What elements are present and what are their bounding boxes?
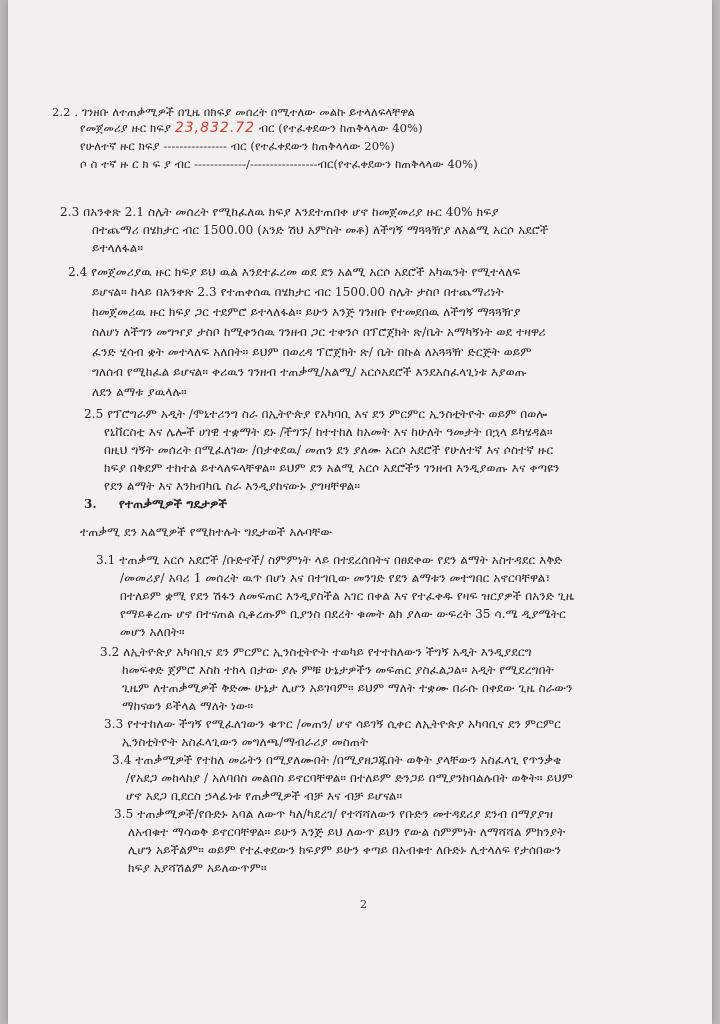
item-3-2-line: 3.2 ለኢትዮጵያ አካባቢና ደን ምርምር ኢንስቲትዮት ተወካይ የተተከለውን ችግኝ አዲት እንዲያደርግ xyxy=(100,645,532,659)
section-2-4-line: ይሆናል። ከላይ በአንቀጽ 2.3 የተጠቀሰዉ በሄክታር ብር 1500.00 ስሌት ታስቦ በተጨማሪነት xyxy=(92,285,504,299)
section-2-5-line: የኒቨርስቲ እና ሌሎች ሀገዊ ተቋማት ደኑ /ችግኙ/ ከተተከለ ከአመት እና ከሁለት ዓመታት በኋላ ይካሄዳል። xyxy=(104,425,553,439)
item-3-5-line: ክፍያ አያሻሽልም አይለውጥም። xyxy=(128,861,267,875)
third-installment-line: ሶ ስ ተኛ ዙ ር ክ ፍ ያ ብር -------------/-----------------ብር(የተፈቀደውን ከጠቅላላው 40%) xyxy=(80,157,478,171)
page-number: 2 xyxy=(360,898,367,911)
section-2-4-line: ፈንድ ሂሳብ ቋት መተላለፍ አለበት። ይህም በወረዳ ፕሮጀክት ጽ/ ቤት በኩል ለአጓጓዥ ድርጅት ወይም xyxy=(92,345,532,359)
section-2-5-line: በዚህ ግኝት መሰረት በሚፈለገው /በታቀደዉ/ መጠን ደን ያለሙ አርሶ አደሮች የሁለተኛ እና ሶስተኛ ዙር xyxy=(104,443,554,457)
item-3-1-line: የማይቆረጡ ሆኖ በተናጠል ሲቆረጡም ቢያንስ በደረት ቁመት ልክ ያለው ውፍረት 35 ሳ.ሜ ዲያሜትር xyxy=(120,607,566,621)
item-3-4-line: /የአደጋ መከላከያ / አለባበስ መልበስ ይኖርባቸዋል። በተለይም ድንጋይ በሚያንከባልሉበት ወቅት። ይህም xyxy=(126,771,574,785)
item-3-5-line: ሊሆን አይችልም። ወይም የተፈቀደውን ክፍያም ይሁን ቀጣይ በአብቁተ ለቡድኑ ሊተላለፍ የታሰበውን xyxy=(128,843,562,857)
section-3-number: 3. xyxy=(84,497,97,511)
section-2-5-line: የደን ልማት እና እንክብካቤ ስራ እንዲያከናውኑ ያግዛቸዋል። xyxy=(104,479,361,493)
section-2-5-line: 2.5 የፕሮግራም አዲት /ሞኒተሪንግ ስራ በኢትዮጵያ የአካባቢ እና ደን ምርምር ኢንስቲትዮት ወይም በወሎ xyxy=(84,407,548,421)
item-3-3-line: ኢንስቲትዮት አስፈላጊውን መግለጫ/ማብራሪያ መስጠት xyxy=(122,735,369,749)
item-3-1-line: በተለይም ቋሚ የደን ሽፋን ለመፍጠር እንዲያስችል አገር በቀል እና የተፈቀዱ የዛፍ ዝርያዎች በአንድ ጊዜ xyxy=(120,589,575,603)
item-3-5-line: 3.5 ተጠቃሚዎች/የቡድኑ አባል ለውጥ ካለ/ካደረገ/ የተሻሻለውን የቡድን መተዳደሪያ ደንብ በማያያዝ xyxy=(114,807,554,821)
item-3-2-line: ማከናወን ይችላል ማለት ነው። xyxy=(122,699,254,713)
section-3-heading xyxy=(84,496,227,512)
item-3-4-line: 3.4 ተጠቃሚዎች የተከለ መሬትን በሚያለሙበት /በሚያዘጋጁበት ወቅት ያላቸውን አስፈላጊ የጥንቃቄ xyxy=(112,753,562,767)
first-installment-amount: 23,832.72 xyxy=(174,120,256,136)
document-body xyxy=(8,0,712,1024)
section-2-3-line: 2.3 በአንቀጽ 2.1 ስሌት መሰረት የሚከፈለዉ ክፍያ እንደተጠበቀ ሆኖ ከመጀመሪያ ዙር 40% ክፍያ xyxy=(60,205,499,219)
section-2-4-line: ግለሰብ የሚከፈል ይሆናል። ቀሪዉን ገንዘብ ተጠቃሚ/አልሚ/ አርሶአደሮች እንደአስፈላጊነቱ እያወጡ xyxy=(92,365,527,379)
first-installment-prefix: የመጀመሪያ ዙር ክፍያ xyxy=(80,121,172,135)
section-3-intro: ተጠቃሚ ደን አልሚዎች የሚከተሉት ግዴታወች አሉባቸው xyxy=(80,525,333,539)
section-2-3-line: ይተላለፋል። xyxy=(92,241,144,255)
item-3-2-line: ጊዜም ለተጠቃሚዎች ቅድሙ ሁኔታ ሊሆን አይገባም። ይህም ማለት ተቋሙ በራሱ በቀደው ጊዜ ስራውን xyxy=(122,681,573,695)
second-installment-line: የሁለተኛ ዙር ክፍያ ---------------- ብር (የተፈቀደውን ከጠቅላላው 20%) xyxy=(80,139,395,153)
section-2-3-line: በተጨማሪ በሄክታር ብር 1500.00 (አንድ ሽህ አምስት መቶ) ለችግኝ ማጓጓዥያ ለአልሚ አርሶ አደሮች xyxy=(92,223,549,237)
first-installment-line xyxy=(80,120,423,136)
section-2-4-line: ስለሆነ ለችግን መግዣያ ታስቦ ከሚቀንሰዉ ገንዘብ ጋር ተቀንሶ በፕሮጀክት ጽ/ቤት አማካኝነት ወደ ተዛዋሪ xyxy=(92,325,546,339)
section-2-4-line: ለደን ልማቱ ያዉላሉ። xyxy=(92,385,187,399)
section-2-5-line: ክፍያ በቅደም ተከተል ይተላለፍላቸዋል። ይህም ደን አልሚ አርሶ አደሮችን ገንዘብ እንዲያወጡ እና ቀጣዩን xyxy=(104,461,560,475)
item-3-1-line: 3.1 ተጠቃሚ አርሶ አደሮች /ቡድኖች/ ስምምነት ላይ በተደረሰበትና በፀደቀው የደን ልማት አስተዳደር እቅድ xyxy=(96,553,563,567)
item-3-3-line: 3.3 የተተከለው ችግኝ የሚፈለገውን ቁጥር /መጠን/ ሆኖ ሳይገኝ ሲቀር ለኢትዮጵያ አካባቢና ደን ምርምር xyxy=(104,717,561,731)
item-3-1-line: መሆን አለበት። xyxy=(120,625,185,639)
section-2-2-intro: 2.2 . ገንዘቡ ለተጠቃሚዎች በጊዜ በክፍያ መሰረት በሚተለው መልኩ ይተላለፍላቸዋል xyxy=(52,105,415,119)
section-2-4-line: 2.4 የመጀመሪያዉ ዙር ክፍያ ይህ ዉል እንደተፈረመ ወደ ደን አልሚ አርሶ አደሮች አካዉንት የሚተላለፍ xyxy=(68,265,521,279)
item-3-4-line: ሆኖ አደጋ ቢደርስ ኃላፊነቱ የጠቃሚዎች ብቻ እና ብቻ ይሆናል። xyxy=(126,789,403,803)
item-3-1-line: /መመሪያ/ አባሪ 1 መሰረት ዉጥ በሆነ እና በተገቢው መንገድ የደን ልማቱን መተግበር አኖርባቸዋል፣ xyxy=(120,571,551,585)
section-3-title: የተጠቃሚዎች ግዴታዎች xyxy=(119,497,228,511)
document-page xyxy=(8,0,712,1024)
item-3-5-line: ለአብቁተ ማሳወቅ ይኖርባቸዋል። ይሁን እንጅ ይህ ለውጥ ይህን የውል ስምምነት ለማሻሻል ምክንያት xyxy=(128,825,566,839)
item-3-2-line: ከመፍቀድ ጀምሮ እስከ ተከላ በታው ያሉ ምቹ ሁኔታዎችን መፍጠር ያስፈልጋል። አዲት የሚደረግበት xyxy=(122,663,554,677)
first-installment-suffix: ብር (የተፈቀደውን ከጠቅላላው 40%) xyxy=(258,121,423,135)
section-2-4-line: ከመጀመሪዉ ዙር ክፍያ ጋር ተደምሮ ይተላለፋል። ይሁን እንጅ ገንዘቡ የተመደበዉ ለችግኝ ማጓጓዥያ xyxy=(92,305,521,319)
